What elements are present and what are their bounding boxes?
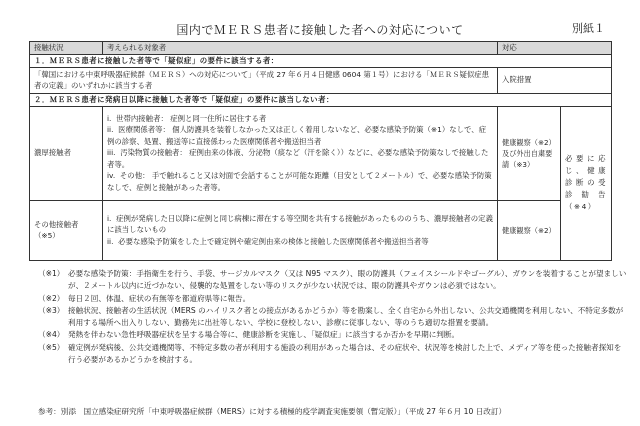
section1-heading: １．ＭＥＲＳ患者に接触した者等で「疑似症」の要件に該当する者： bbox=[30, 54, 612, 67]
close-contact-items bbox=[103, 106, 498, 200]
list-item: ii. 医療関係者等： 個人防護具を装着しなかった又は正しく着用しないなど、必要な感染予防策（※1）なしで、症例の診察、処置、搬送等に直接係わった医療関係者や搬送担当者 bbox=[107, 125, 487, 146]
section2-heading: ２．ＭＥＲＳ患者に発病日以降に接触した者等で「疑似症」の要件に該当しない者： bbox=[30, 93, 612, 106]
footnote-4: （※4） 発熱を伴わない急性呼吸器症状を呈する場合等に、健康診断を実施し、「疑似症」に該当するか否かを早期に判断。 bbox=[38, 330, 460, 340]
shared-response: 必要に応じ、健康診断の受診勧告（※4） bbox=[561, 106, 612, 260]
footnote-1: （※1） 必要な感染予防策：手指衛生を行う、手袋、サージカルマスク（又は N95 マスク）、眼の防護具（フェイスシールドやゴーグル）、ガウンを装着することが望ましいが、２メートル以内に近づかない、侵襲的な処置をしない等のリスクが少ない状況では、眼の防護具やガウンは必須ではない。 bbox=[38, 269, 627, 291]
header-targets: 考えられる対象者 bbox=[103, 42, 498, 55]
footnotes bbox=[38, 268, 628, 366]
section1-response: 入院措置 bbox=[498, 67, 612, 93]
table-header-row bbox=[30, 42, 612, 55]
section1-row bbox=[30, 67, 612, 93]
header-response: 対応 bbox=[498, 42, 612, 55]
list-item: ii. 必要な感染予防策をした上で確定例や確定例由来の検体と接触した医療関係者や搬送担当者等 bbox=[107, 236, 429, 246]
response-other-contact: 健康観察（※2） bbox=[498, 200, 561, 260]
annex-label: 別紙１ bbox=[572, 22, 605, 35]
footnote-3: （※3） 接触状況、接触者の生活状況（MERS のハイリスク者との接点があるかどうか）等を勘案し、全く自宅から外出しない、公共交通機関を利用しない、不特定多数が利用する場所へ出入りしない、勤務先に出社等しない、学校に登校しない、診療に従事しない、等のうち適切な措置を要請。 bbox=[38, 305, 624, 328]
list-item: iv. その他： 手で触れること又は対面で会話することが可能な距離（目安として２メートル）で、必要な感染予防策なしで、症例と接触があった者等。 bbox=[107, 171, 492, 193]
document-title: 国内でＭＥＲＳ患者に接触した者への対応について bbox=[176, 23, 464, 37]
section1-target-text: 「韓国における中東呼吸器症候群（ＭＥＲＳ）への対応について」（平成 27 年６月４日健感 0604 第１号）における「ＭＥＲＳ疑似症患者の定義」のいずれかに該当する者 bbox=[30, 67, 498, 93]
section2-heading-row bbox=[30, 93, 612, 106]
other-contact-items bbox=[103, 200, 498, 260]
list-item: iii. 汚染物質の接触者： 症例由来の体液、分泌物（痰など（汗を除く））などに、必要な感染予防策なしで接触した者等。 bbox=[107, 148, 489, 169]
status-other-contact: その他接触者（※5） bbox=[30, 200, 103, 260]
table-row-close-contact bbox=[30, 106, 612, 200]
status-close-contact: 濃厚接触者 bbox=[30, 106, 103, 200]
list-item: i. 世帯内接触者： 症例と同一住所に居住する者 bbox=[107, 113, 267, 123]
footnote-2: （※2） 毎日２回、体温、症状の有無等を都道府県等に報告。 bbox=[38, 293, 251, 303]
contact-response-table bbox=[29, 41, 612, 261]
list-item: i. 症例が発病した日以降に症例と同じ病棟に滞在する等空間を共有する接触があったもののうち、濃厚接触者の定義に該当しないもの bbox=[107, 213, 493, 235]
section1-heading-row bbox=[30, 54, 612, 67]
reference-note: 参考：別添 国立感染症研究所「中東呼吸器症候群（MERS）に対する積極的疫学調査実施要領（暫定版）」（平成 27 年６月 10 日改訂） bbox=[38, 407, 507, 416]
table-row-other-contact bbox=[30, 200, 612, 260]
footnote-5: （※5） 確定例が発病後、公共交通機関等、不特定多数の者が利用する施設の利用があった場合は、その症状や、状況等を検討した上で、メディア等を使った接触者探知を行う必要があるかどうかを検討する。 bbox=[38, 342, 622, 365]
response-close-contact: 健康観察（※2）及び外出自粛要請（※3） bbox=[498, 106, 561, 200]
header-status: 接触状況 bbox=[30, 42, 103, 55]
